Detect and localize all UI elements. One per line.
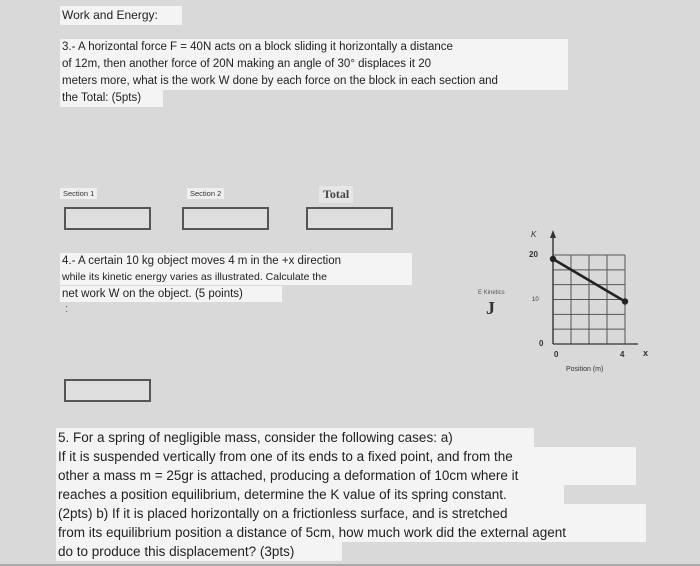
problem-4-line: net work W on the object. (5 points) [60,286,282,302]
x-tick-0: 0 [554,350,559,359]
y-tick-0: 0 [539,339,544,348]
y-axis-arrow [550,230,556,238]
y-tick-10: 10 [532,297,539,303]
problem-3-line: meters more, what is the work W done by each force on the block in each section and [60,73,568,90]
problem-3-line: 3.- A horizontal force F = 40N acts on a block sliding it horizontally a distance [60,39,568,56]
data-point [550,256,556,262]
total-label: Total [319,186,353,203]
x-caption: Position (m) [566,366,604,373]
problem-4-line: while its kinetic energy varies as illustrated. Calculate the [60,269,412,285]
problem-5-line: do to produce this displacement? (3pts) [56,542,342,561]
problem-5-line: 5. For a spring of negligible mass, consider the following cases: a) [56,428,534,447]
y-tick-20: 20 [529,250,538,259]
graph-grid [553,255,625,344]
x-tick-4: 4 [620,350,625,359]
section-1-answer-box[interactable] [64,207,151,230]
graph-y-symbol: J [486,298,495,318]
problem-3-line: the Total: (5pts) [60,90,163,107]
problem-5-line: other a mass m = 25gr is attached, producing a deformation of 10cm where it [56,466,636,485]
problem-3-line: of 12m, then another force of 20N making an angle of 30° displaces it 20 [60,56,568,73]
problem-5-line: If it is suspended vertically from one of its ends to a fixed point, and from the [56,447,636,466]
page-title: Work and Energy: [60,6,182,25]
x-letter: x [643,348,649,358]
problem-4-answer-box[interactable] [64,379,151,402]
problem-5-line: reaches a position equilibrium, determine the K value of its spring constant. [56,485,564,504]
problem-5-line: from its equilibrium position a distance of 5cm, how much work did the external agent [56,523,646,542]
problem-5-line: (2pts) b) If it is placed horizontally on a frictionless surface, and is stretched [56,504,646,523]
graph-y-caption: E Kinetics [478,290,505,296]
dots-mark: : [65,303,69,315]
total-answer-box[interactable] [306,207,393,230]
graph-y-letter: K [531,230,537,239]
section-2-label: Section 2 [187,188,224,199]
section-2-answer-box[interactable] [182,207,269,230]
problem-4-line: 4.- A certain 10 kg object moves 4 m in the +x direction [60,253,412,269]
data-point [622,298,628,304]
kinetic-energy-graph [520,222,670,382]
section-1-label: Section 1 [60,188,97,199]
